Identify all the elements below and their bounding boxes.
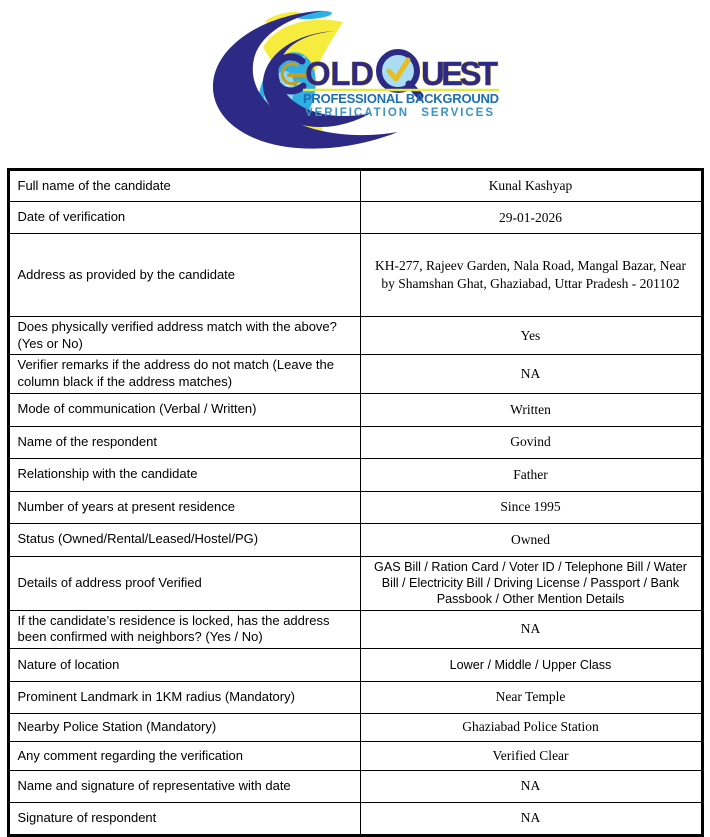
row-label: Status (Owned/Rental/Leased/Hostel/PG) <box>8 523 360 556</box>
table-row <box>8 770 702 802</box>
row-label: Any comment regarding the verification <box>8 741 360 770</box>
row-value: GAS Bill / Ration Card / Voter ID / Telephone Bill / Water Bill / Electricity Bill / Driving License / Passport / Bank Passbook / Other Mention Details <box>360 556 702 610</box>
row-label: Date of verification <box>8 202 360 234</box>
row-label: Verifier remarks if the address do not match (Leave the column black if the address matches) <box>8 355 360 393</box>
row-value: NA <box>360 770 702 802</box>
table-row <box>8 610 702 648</box>
verification-table <box>7 168 704 837</box>
table-row <box>8 556 702 610</box>
table-row <box>8 426 702 458</box>
goldquest-logo <box>205 5 505 161</box>
row-value: KH-277, Rajeev Garden, Nala Road, Mangal Bazar, Near by Shamshan Ghat, Ghaziabad, Uttar Pradesh - 201102 <box>360 234 702 317</box>
table-row <box>8 491 702 523</box>
row-label: Signature of respondent <box>8 802 360 835</box>
row-label: Nearby Police Station (Mandatory) <box>8 713 360 741</box>
table-row <box>8 681 702 713</box>
row-value: NA <box>360 610 702 648</box>
row-value: Govind <box>360 426 702 458</box>
table-row <box>8 523 702 556</box>
row-value: Lower / Middle / Upper Class <box>360 648 702 681</box>
row-value: Kunal Kashyap <box>360 170 702 202</box>
row-value: Yes <box>360 317 702 355</box>
row-value: Written <box>360 393 702 426</box>
row-label: Mode of communication (Verbal / Written) <box>8 393 360 426</box>
table-row <box>8 355 702 393</box>
row-label: Address as provided by the candidate <box>8 234 360 317</box>
tagline-line1: PROFESSIONAL BACKGROUND <box>303 91 499 106</box>
table-row <box>8 393 702 426</box>
table-row <box>8 234 702 317</box>
wordmark-letters-uest: UEST <box>421 55 498 92</box>
row-label: Nature of location <box>8 648 360 681</box>
row-value: Ghaziabad Police Station <box>360 713 702 741</box>
table-row <box>8 317 702 355</box>
row-label: Number of years at present residence <box>8 491 360 523</box>
table-row <box>8 170 702 202</box>
table-row <box>8 648 702 681</box>
row-label: Name of the respondent <box>8 426 360 458</box>
row-value: Father <box>360 458 702 491</box>
table-row <box>8 458 702 491</box>
tagline-line2: VERIFICATION SERVICES <box>305 107 493 119</box>
row-label: If the candidate’s residence is locked, has the address been confirmed with neighbors? (Yes / No) <box>8 610 360 648</box>
row-value: Verified Clear <box>360 741 702 770</box>
row-label: Full name of the candidate <box>8 170 360 202</box>
row-label: Name and signature of representative with date <box>8 770 360 802</box>
table-row <box>8 713 702 741</box>
row-label: Prominent Landmark in 1KM radius (Mandatory) <box>8 681 360 713</box>
row-label: Relationship with the candidate <box>8 458 360 491</box>
verification-table-body <box>8 170 702 836</box>
table-row <box>8 741 702 770</box>
row-value: Since 1995 <box>360 491 702 523</box>
row-value: Owned <box>360 523 702 556</box>
logo-header <box>0 0 710 168</box>
row-value: NA <box>360 802 702 835</box>
row-label: Details of address proof Verified <box>8 556 360 610</box>
row-value: 29-01-2026 <box>360 202 702 234</box>
wordmark-letters-old: OLD <box>305 55 374 92</box>
row-label: Does physically verified address match with the above? (Yes or No) <box>8 317 360 355</box>
table-row <box>8 202 702 234</box>
row-value: NA <box>360 355 702 393</box>
table-row <box>8 802 702 835</box>
row-value: Near Temple <box>360 681 702 713</box>
